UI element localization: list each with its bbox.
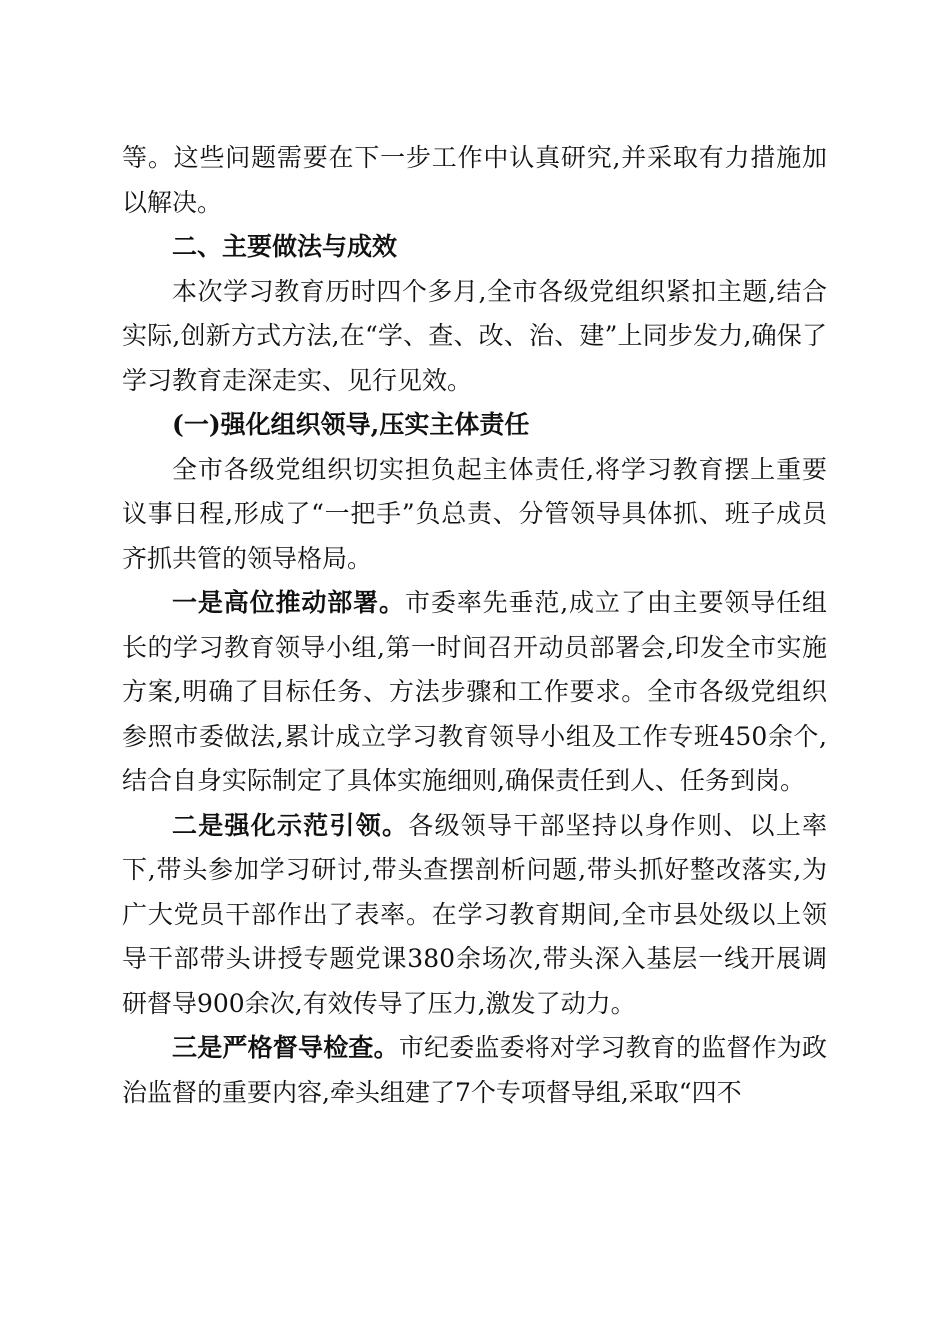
point-two-lead: 二是强化示范引领。 [172, 810, 409, 840]
paragraph-responsibility: 全市各级党组织切实担负起主体责任,将学习教育摆上重要议事日程,形成了“一把手”负总责、分管领导具体抓、班子成员齐抓共管的领导格局。 [122, 454, 827, 573]
document-page [122, 136, 827, 1115]
paragraph-point-one [122, 581, 827, 804]
point-three-body: 市纪委监委将对学习教育的监督作为政治监督的重要内容,牵头组建了7个专项督导组,采取“四不 [122, 1033, 827, 1107]
point-one-body: 市委率先垂范,成立了由主要领导任组长的学习教育领导小组,第一时间召开动员部署会,印发全市实施方案,明确了目标任务、方法步骤和工作要求。全市各级党组织参照市委做法,累计成立学习教育领导小组及工作专班450余个,结合自身实际制定了具体实施细则,确保责任到人、任务到岗。 [122, 588, 827, 795]
paragraph-intro: 本次学习教育历时四个多月,全市各级党组织紧扣主题,结合实际,创新方式方法,在“学、查、改、治、建”上同步发力,确保了学习教育走深走实、见行见效。 [122, 276, 827, 395]
subsection-heading: (一)强化组织领导,压实主体责任 [172, 410, 530, 439]
section-heading: 二、主要做法与成效 [172, 232, 398, 261]
point-three-lead: 三是严格督导检查。 [172, 1033, 399, 1062]
paragraph-continuation: 等。这些问题需要在下一步工作中认真研究,并采取有力措施加以解决。 [122, 143, 827, 217]
paragraph-point-two [122, 804, 827, 1027]
point-one-lead: 一是高位推动部署。 [172, 588, 405, 617]
paragraph-point-three [122, 1026, 827, 1115]
point-two-body: 各级领导干部坚持以身作则、以上率下,带头参加学习研讨,带头查摆剖析问题,带头抓好整改落实,为广大党员干部作出了表率。在学习教育期间,全市县处级以上领导干部带头讲授专题党课380余场次,带头深入基层一线开展调研督导900余次,有效传导了压力,激发了动力。 [122, 810, 827, 1018]
